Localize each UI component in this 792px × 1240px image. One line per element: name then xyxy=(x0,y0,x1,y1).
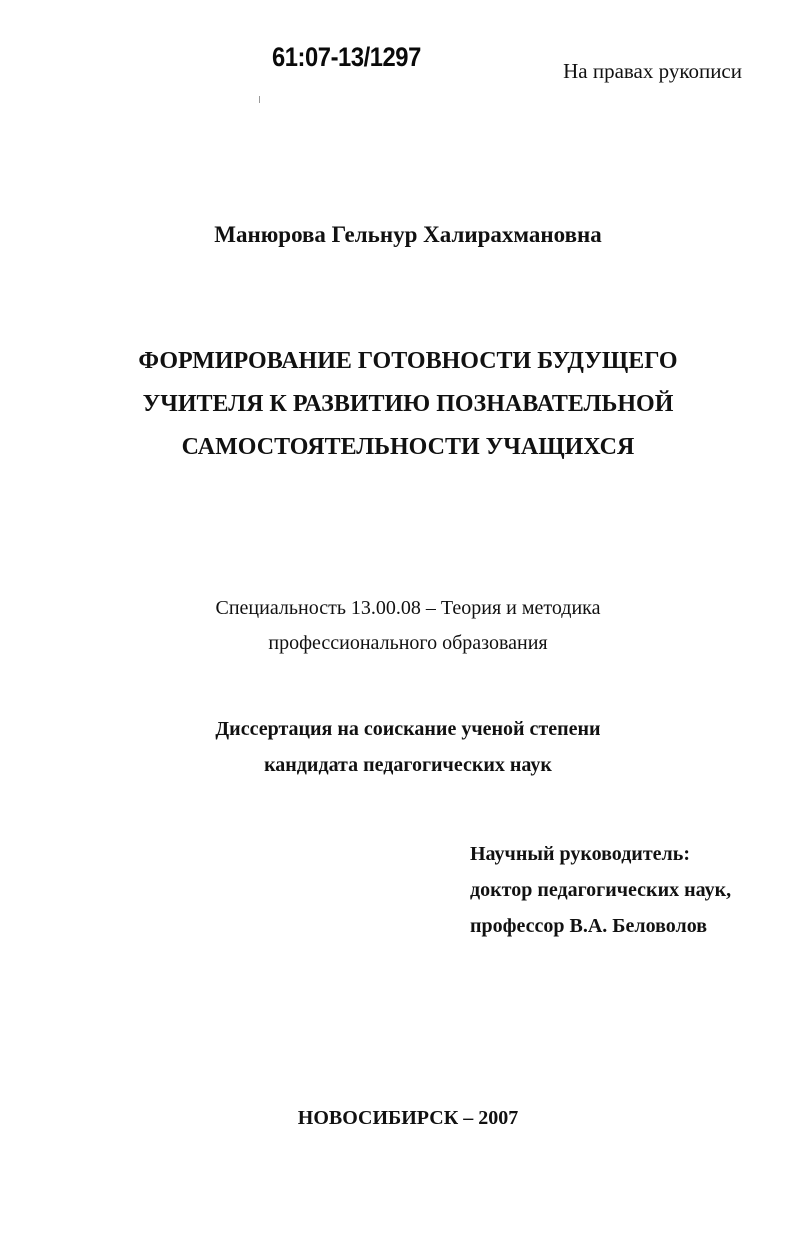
specialty-line: Специальность 13.00.08 – Теория и методика xyxy=(215,597,601,619)
degree-block xyxy=(0,711,792,783)
city-year: НОВОСИБИРСК – 2007 xyxy=(297,1107,519,1129)
dissertation-title xyxy=(0,340,792,469)
registration-stamp: 61:07-13/1297 xyxy=(272,42,421,72)
author-name: Манюрова Гельнур Халирахмановна xyxy=(214,222,602,247)
title-line: САМОСТОЯТЕЛЬНОСТИ УЧАЩИХСЯ xyxy=(181,434,635,460)
specialty-line: профессионального образования xyxy=(268,632,548,654)
degree-line: Диссертация на соискание ученой степени xyxy=(215,718,601,740)
manuscript-note: На правах рукописи xyxy=(563,59,742,83)
title-line: УЧИТЕЛЯ К РАЗВИТИЮ ПОЗНАВАТЕЛЬНОЙ xyxy=(142,391,674,417)
supervisor-line: доктор педагогических наук, xyxy=(470,879,732,901)
supervisor-block xyxy=(470,836,731,944)
supervisor-line: Научный руководитель: xyxy=(470,843,690,865)
specialty-block xyxy=(0,591,792,661)
scan-artifact xyxy=(259,96,260,103)
supervisor-line: профессор В.А. Беловолов xyxy=(470,915,708,937)
degree-line: кандидата педагогических наук xyxy=(264,754,552,776)
title-line: ФОРМИРОВАНИЕ ГОТОВНОСТИ БУДУЩЕГО xyxy=(138,348,678,374)
